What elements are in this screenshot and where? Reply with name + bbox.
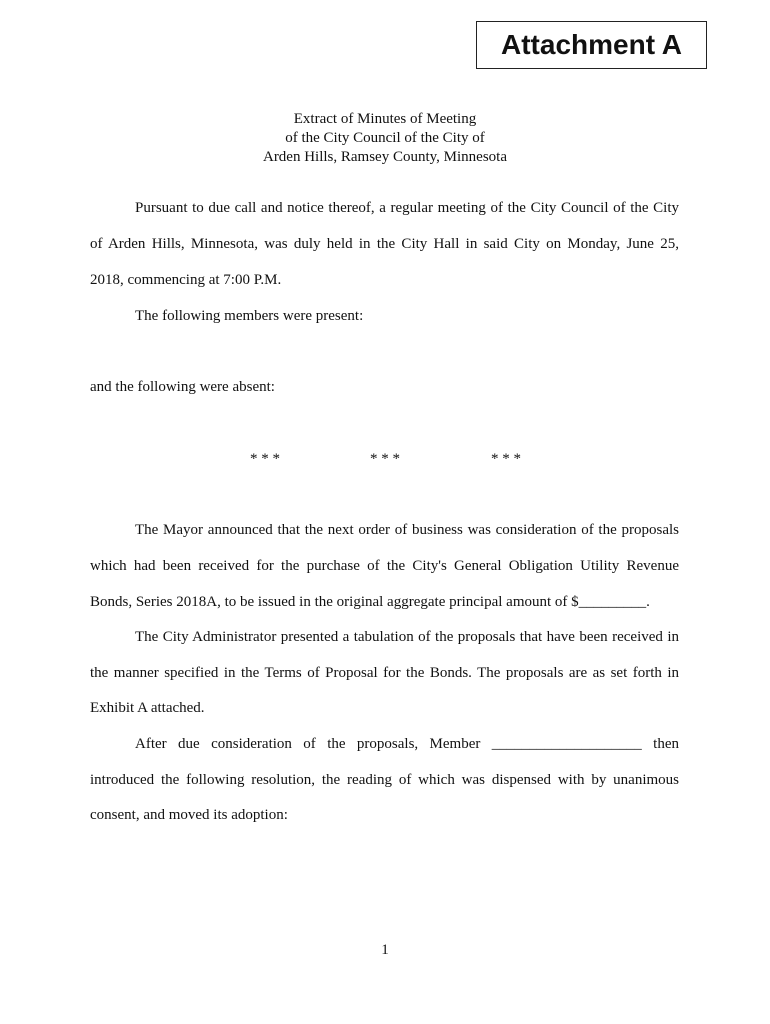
- members-present-label: The following members were present:: [135, 308, 364, 324]
- para2-line2: which had been received for the purchase of the City's General Obligation Utility Revenue: [90, 558, 679, 574]
- para3-line1: The City Administrator presented a tabulation of the proposals that have been received in: [135, 629, 679, 645]
- para2-line1: The Mayor announced that the next order of business was consideration of the proposals: [135, 522, 679, 538]
- para4-line2: introduced the following resolution, the reading of which was dispensed with by unanimous: [90, 772, 679, 788]
- attachment-label: [476, 21, 707, 69]
- page-number: 1: [381, 942, 389, 958]
- para3-line2: the manner specified in the Terms of Proposal for the Bonds. The proposals are as set forth in: [90, 665, 679, 681]
- document-heading: [0, 110, 770, 167]
- heading-line-2: of the City Council of the City of: [285, 130, 485, 146]
- para4-line1: After due consideration of the proposals, Member ____________________ then: [135, 736, 679, 752]
- attachment-label-text: Attachment A: [501, 29, 682, 60]
- separator-1: * * *: [250, 451, 280, 467]
- heading-line-1: Extract of Minutes of Meeting: [293, 111, 477, 127]
- separator-2: * * *: [370, 451, 400, 467]
- heading-line-3: Arden Hills, Ramsey County, Minnesota: [262, 149, 507, 165]
- separator-3: * * *: [491, 451, 521, 467]
- para2-line3: Bonds, Series 2018A, to be issued in the original aggregate principal amount of $_________.: [90, 594, 650, 610]
- para1-line1: Pursuant to due call and notice thereof, a regular meeting of the City Council of the City: [135, 200, 679, 216]
- para1-line2: of Arden Hills, Minnesota, was duly held in the City Hall in said City on Monday, June 25,: [90, 236, 679, 252]
- para3-line3: Exhibit A attached.: [90, 700, 205, 716]
- para1-line3: 2018, commencing at 7:00 P.M.: [90, 272, 282, 288]
- para4-line3: consent, and moved its adoption:: [90, 807, 288, 823]
- members-absent-label: and the following were absent:: [90, 379, 275, 395]
